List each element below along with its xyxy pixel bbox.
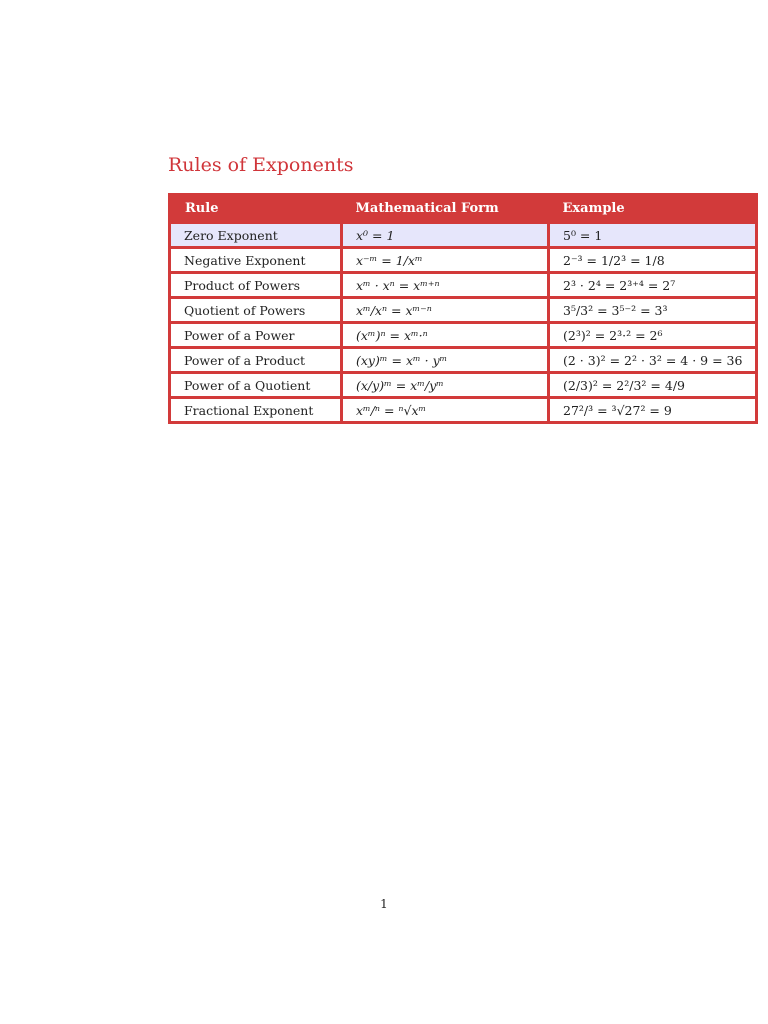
rule-name: Zero Exponent <box>170 223 342 248</box>
rule-name: Fractional Exponent <box>170 398 342 423</box>
table-row <box>170 273 757 298</box>
rule-form: xᵐ · xⁿ = xᵐ⁺ⁿ <box>342 273 549 298</box>
header-example: Example <box>549 195 757 223</box>
rule-form: (xy)ᵐ = xᵐ · yᵐ <box>342 348 549 373</box>
exponent-rules-table <box>168 193 758 424</box>
table-row <box>170 298 757 323</box>
rule-form: x⁰ = 1 <box>342 223 549 248</box>
rule-example: 3⁵/3² = 3⁵⁻² = 3³ <box>549 298 757 323</box>
rule-name: Product of Powers <box>170 273 342 298</box>
header-rule: Rule <box>170 195 342 223</box>
rule-example: 27²/³ = ³√27² = 9 <box>549 398 757 423</box>
rule-example: (2³)² = 2³·² = 2⁶ <box>549 323 757 348</box>
table-row <box>170 348 757 373</box>
rule-example: 5⁰ = 1 <box>549 223 757 248</box>
rule-form: (xᵐ)ⁿ = xᵐ·ⁿ <box>342 323 549 348</box>
rule-example: 2⁻³ = 1/2³ = 1/8 <box>549 248 757 273</box>
rule-name: Power of a Product <box>170 348 342 373</box>
page-number: 1 <box>380 897 388 911</box>
page-title: Rules of Exponents <box>168 154 354 176</box>
table-row <box>170 398 757 423</box>
rule-example: (2 · 3)² = 2² · 3² = 4 · 9 = 36 <box>549 348 757 373</box>
header-mathematical-form: Mathematical Form <box>342 195 549 223</box>
rule-name: Negative Exponent <box>170 248 342 273</box>
rule-name: Quotient of Powers <box>170 298 342 323</box>
rule-form: (x/y)ᵐ = xᵐ/yᵐ <box>342 373 549 398</box>
rule-name: Power of a Power <box>170 323 342 348</box>
table-row <box>170 373 757 398</box>
rule-example: 2³ · 2⁴ = 2³⁺⁴ = 2⁷ <box>549 273 757 298</box>
rule-form: x⁻ᵐ = 1/xᵐ <box>342 248 549 273</box>
rule-form: xᵐ/xⁿ = xᵐ⁻ⁿ <box>342 298 549 323</box>
rule-name: Power of a Quotient <box>170 373 342 398</box>
rule-form: xᵐ/ⁿ = ⁿ√xᵐ <box>342 398 549 423</box>
table-row <box>170 323 757 348</box>
rule-example: (2/3)² = 2²/3² = 4/9 <box>549 373 757 398</box>
table-header-row <box>170 195 757 223</box>
table-row <box>170 223 757 248</box>
table-row <box>170 248 757 273</box>
